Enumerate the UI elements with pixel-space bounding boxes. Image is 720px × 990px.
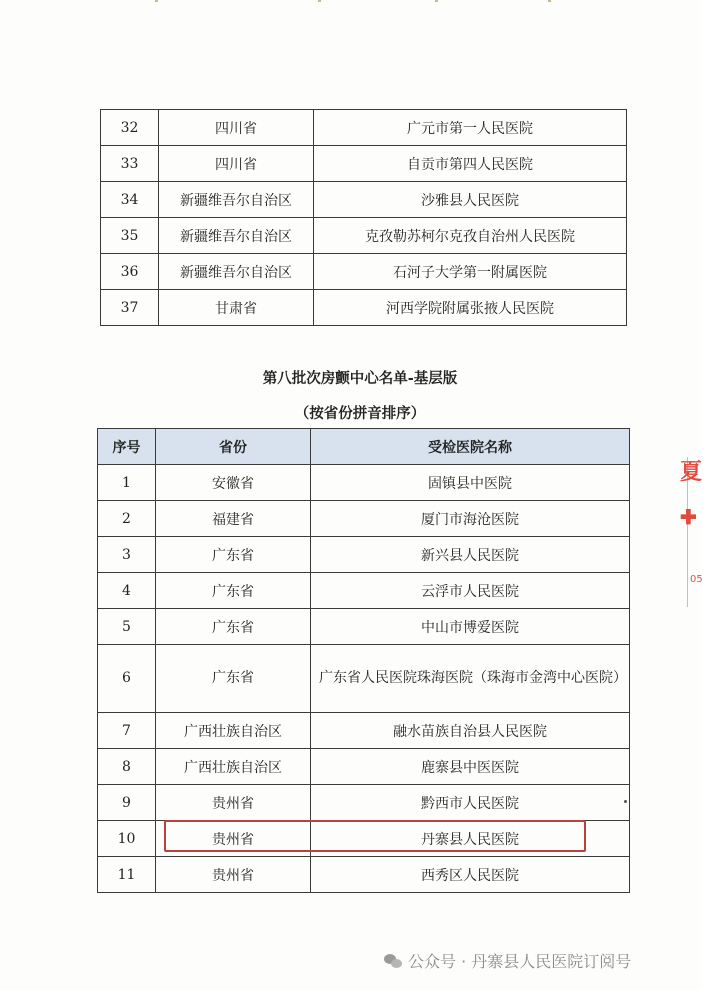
hospital-cell: 鹿寨县中医医院 bbox=[311, 749, 630, 785]
table-row bbox=[98, 857, 630, 893]
hospital-cell: 自贡市第四人民医院 bbox=[314, 146, 627, 182]
row-number: 3 bbox=[98, 537, 156, 573]
row-number: 33 bbox=[101, 146, 159, 182]
province-cell: 广东省 bbox=[156, 573, 311, 609]
table-row bbox=[101, 110, 627, 146]
watermark bbox=[384, 949, 631, 972]
table-row bbox=[101, 290, 627, 326]
table-row bbox=[98, 465, 630, 501]
row-number: 11 bbox=[98, 857, 156, 893]
hospital-cell: 西秀区人民医院 bbox=[311, 857, 630, 893]
province-cell: 甘肃省 bbox=[159, 290, 314, 326]
table-row bbox=[98, 609, 630, 645]
province-cell: 广西壮族自治区 bbox=[156, 713, 311, 749]
hospital-cell: 克孜勒苏柯尔克孜自治州人民医院 bbox=[314, 218, 627, 254]
table-row bbox=[98, 537, 630, 573]
table-row bbox=[98, 645, 630, 713]
row-number: 36 bbox=[101, 254, 159, 290]
row-number: 35 bbox=[101, 218, 159, 254]
province-cell: 广东省 bbox=[156, 537, 311, 573]
table-row bbox=[98, 785, 630, 821]
highlight-box bbox=[164, 820, 586, 852]
province-cell: 四川省 bbox=[159, 146, 314, 182]
province-cell: 福建省 bbox=[156, 501, 311, 537]
hospital-cell: 黔西市人民医院 bbox=[311, 785, 630, 821]
table-header-row bbox=[98, 429, 630, 465]
header-hospital: 受检医院名称 bbox=[311, 429, 630, 465]
section-subtitle: （按省份拼音排序） bbox=[294, 405, 426, 422]
province-cell: 新疆维吾尔自治区 bbox=[159, 254, 314, 290]
province-cell: 贵州省 bbox=[156, 857, 311, 893]
header-number: 序号 bbox=[98, 429, 156, 465]
row-number: 37 bbox=[101, 290, 159, 326]
table-row bbox=[101, 254, 627, 290]
stamp-mark: ✚ bbox=[680, 505, 697, 529]
hospital-cell: 融水苗族自治县人民医院 bbox=[311, 713, 630, 749]
table-row bbox=[101, 146, 627, 182]
hospital-cell: 固镇县中医院 bbox=[311, 465, 630, 501]
row-number: 8 bbox=[98, 749, 156, 785]
hospital-cell: 河西学院附属张掖人民医院 bbox=[314, 290, 627, 326]
watermark-text: 公众号 · 丹寨县人民医院订阅号 bbox=[408, 952, 632, 971]
hospital-cell: 新兴县人民医院 bbox=[311, 537, 630, 573]
row-number: 1 bbox=[98, 465, 156, 501]
hospital-cell: 广东省人民医院珠海医院（珠海市金湾中心医院） bbox=[311, 645, 630, 713]
top-edge-marks bbox=[0, 0, 700, 6]
hospital-cell: 石河子大学第一附属医院 bbox=[314, 254, 627, 290]
hospital-cell: 云浮市人民医院 bbox=[311, 573, 630, 609]
stamp-date: 05 bbox=[690, 574, 703, 585]
province-cell: 安徽省 bbox=[156, 465, 311, 501]
province-cell: 四川省 bbox=[159, 110, 314, 146]
row-number: 5 bbox=[98, 609, 156, 645]
row-number: 7 bbox=[98, 713, 156, 749]
hospital-cell: 广元市第一人民医院 bbox=[314, 110, 627, 146]
scan-dot bbox=[624, 800, 627, 803]
hospital-cell: 厦门市海沧医院 bbox=[311, 501, 630, 537]
table-row bbox=[98, 749, 630, 785]
province-cell: 广西壮族自治区 bbox=[156, 749, 311, 785]
row-number: 9 bbox=[98, 785, 156, 821]
header-province: 省份 bbox=[156, 429, 311, 465]
table-row bbox=[98, 501, 630, 537]
section-title: 第八批次房颤中心名单-基层版 bbox=[262, 370, 458, 387]
hospital-cell: 沙雅县人民医院 bbox=[314, 182, 627, 218]
row-number: 10 bbox=[98, 821, 156, 857]
row-number: 34 bbox=[101, 182, 159, 218]
stamp-character: 夏 bbox=[680, 459, 703, 485]
wechat-icon bbox=[384, 952, 402, 970]
province-cell: 贵州省 bbox=[156, 821, 311, 857]
province-cell: 贵州省 bbox=[156, 785, 311, 821]
table-row bbox=[98, 713, 630, 749]
table-row bbox=[101, 182, 627, 218]
hospital-cell: 中山市博爱医院 bbox=[311, 609, 630, 645]
table-row bbox=[98, 573, 630, 609]
province-cell: 广东省 bbox=[156, 609, 311, 645]
row-number: 2 bbox=[98, 501, 156, 537]
row-number: 4 bbox=[98, 573, 156, 609]
row-number: 6 bbox=[98, 645, 156, 713]
hospital-cell: 丹寨县人民医院 bbox=[311, 821, 630, 857]
table-row bbox=[101, 218, 627, 254]
province-cell: 新疆维吾尔自治区 bbox=[159, 218, 314, 254]
province-cell: 新疆维吾尔自治区 bbox=[159, 182, 314, 218]
row-number: 32 bbox=[101, 110, 159, 146]
hospital-table-continued bbox=[100, 109, 627, 326]
province-cell: 广东省 bbox=[156, 645, 311, 713]
